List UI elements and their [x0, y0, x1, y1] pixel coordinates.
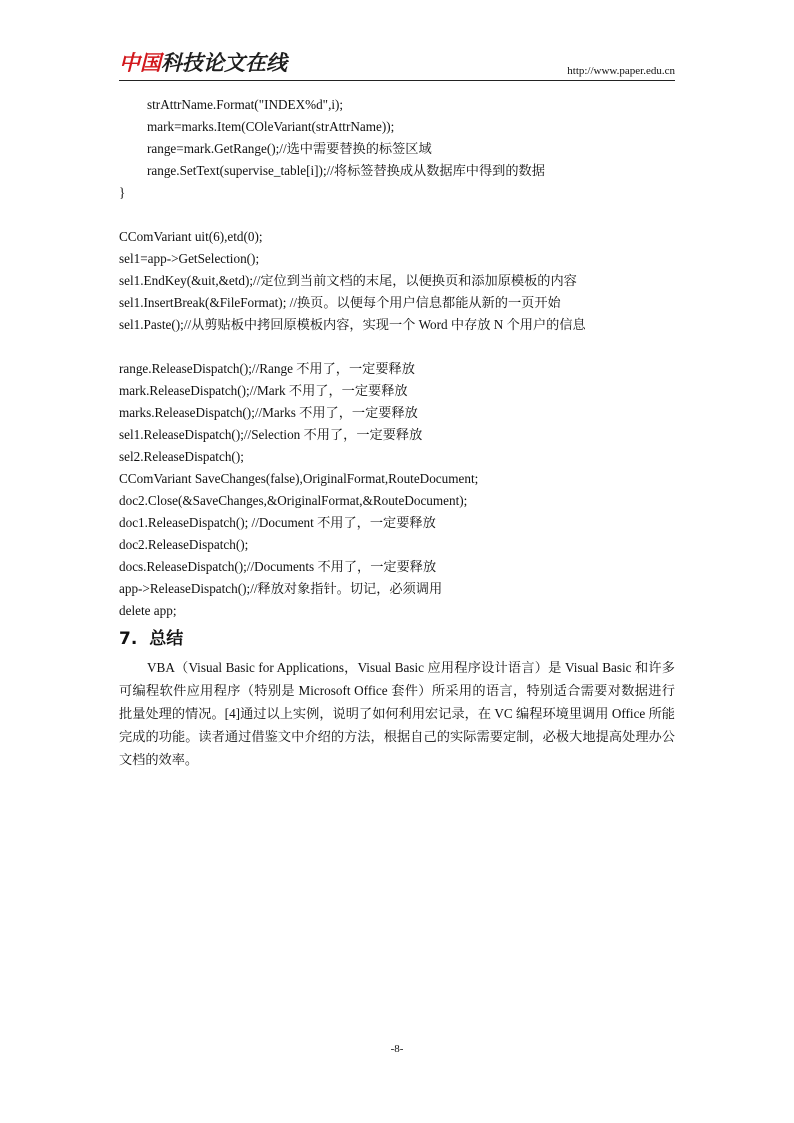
blank-line: [119, 204, 675, 226]
page-number: -8-: [390, 1043, 404, 1055]
site-logo: [119, 50, 287, 76]
code-line: marks.ReleaseDispatch();//Marks 不用了，一定要释放: [119, 405, 418, 420]
logo-text-red: 中国: [119, 51, 161, 75]
page-header: [119, 50, 675, 81]
code-line: doc2.Close(&SaveChanges,&OriginalFormat,&RouteDocument);: [119, 493, 468, 508]
code-line: mark=marks.Item(COleVariant(strAttrName));: [147, 119, 395, 134]
code-line: sel1.InsertBreak(&FileFormat); //换页。以便每个用户信息都能从新的一页开始: [119, 295, 561, 310]
logo-text-dark: 科技论文在线: [161, 51, 287, 75]
code-line: range.SetText(supervise_table[i]);//将标签替换成从数据库中得到的数据: [147, 163, 545, 178]
code-line-closing-brace: }: [119, 185, 126, 200]
code-line: sel1.EndKey(&uit,&etd);//定位到当前文档的末尾，以便换页和添加原模板的内容: [119, 273, 577, 288]
code-line: CComVariant SaveChanges(false),OriginalFormat,RouteDocument;: [119, 471, 479, 486]
code-line: doc1.ReleaseDispatch(); //Document 不用了，一定要释放: [119, 515, 436, 530]
code-line: range=mark.GetRange();//选中需要替换的标签区域: [147, 141, 432, 156]
code-line: sel1.Paste();//从剪贴板中拷回原模板内容，实现一个 Word 中存放 N 个用户的信息: [119, 317, 586, 332]
code-block-loop-body: [119, 94, 675, 204]
code-line: docs.ReleaseDispatch();//Documents 不用了，一定要释放: [119, 559, 437, 574]
code-line: sel1=app->GetSelection();: [119, 251, 260, 266]
section-heading: [119, 626, 675, 652]
code-line: mark.ReleaseDispatch();//Mark 不用了，一定要释放: [119, 383, 408, 398]
section-title: 总结: [149, 629, 184, 649]
section-number: 7.: [119, 629, 138, 649]
page-content: [119, 94, 675, 771]
code-line: sel2.ReleaseDispatch();: [119, 449, 244, 464]
code-line: CComVariant uit(6),etd(0);: [119, 229, 263, 244]
site-url[interactable]: http://www.paper.edu.cn: [567, 65, 675, 77]
code-line: doc2.ReleaseDispatch();: [119, 537, 249, 552]
code-block-release: [119, 358, 675, 622]
code-line: strAttrName.Format("INDEX%d",i);: [147, 97, 344, 112]
code-line: range.ReleaseDispatch();//Range 不用了，一定要释放: [119, 361, 415, 376]
code-block-selection: [119, 226, 675, 336]
summary-paragraph: VBA（Visual Basic for Applications，Visual Basic 应用程序设计语言）是 Visual Basic 和许多可编程软件应用程序（特别是 Microsoft Office 套件）所采用的语言，特别适合需要对数据进行批量处理的情况。[4]通过以上实例，说明了如何利用宏记录，在 VC 编程环境里调用 Office 所能完成的功能。读者通过借鉴文中介绍的方法，根据自己的实际需要定制，必极大地提高处理办公文档的效率。: [119, 660, 675, 767]
code-line: delete app;: [119, 603, 177, 618]
code-line: sel1.ReleaseDispatch();//Selection 不用了，一定要释放: [119, 427, 423, 442]
code-line: app->ReleaseDispatch();//释放对象指针。切记，必须调用: [119, 581, 443, 596]
blank-line: [119, 336, 675, 358]
